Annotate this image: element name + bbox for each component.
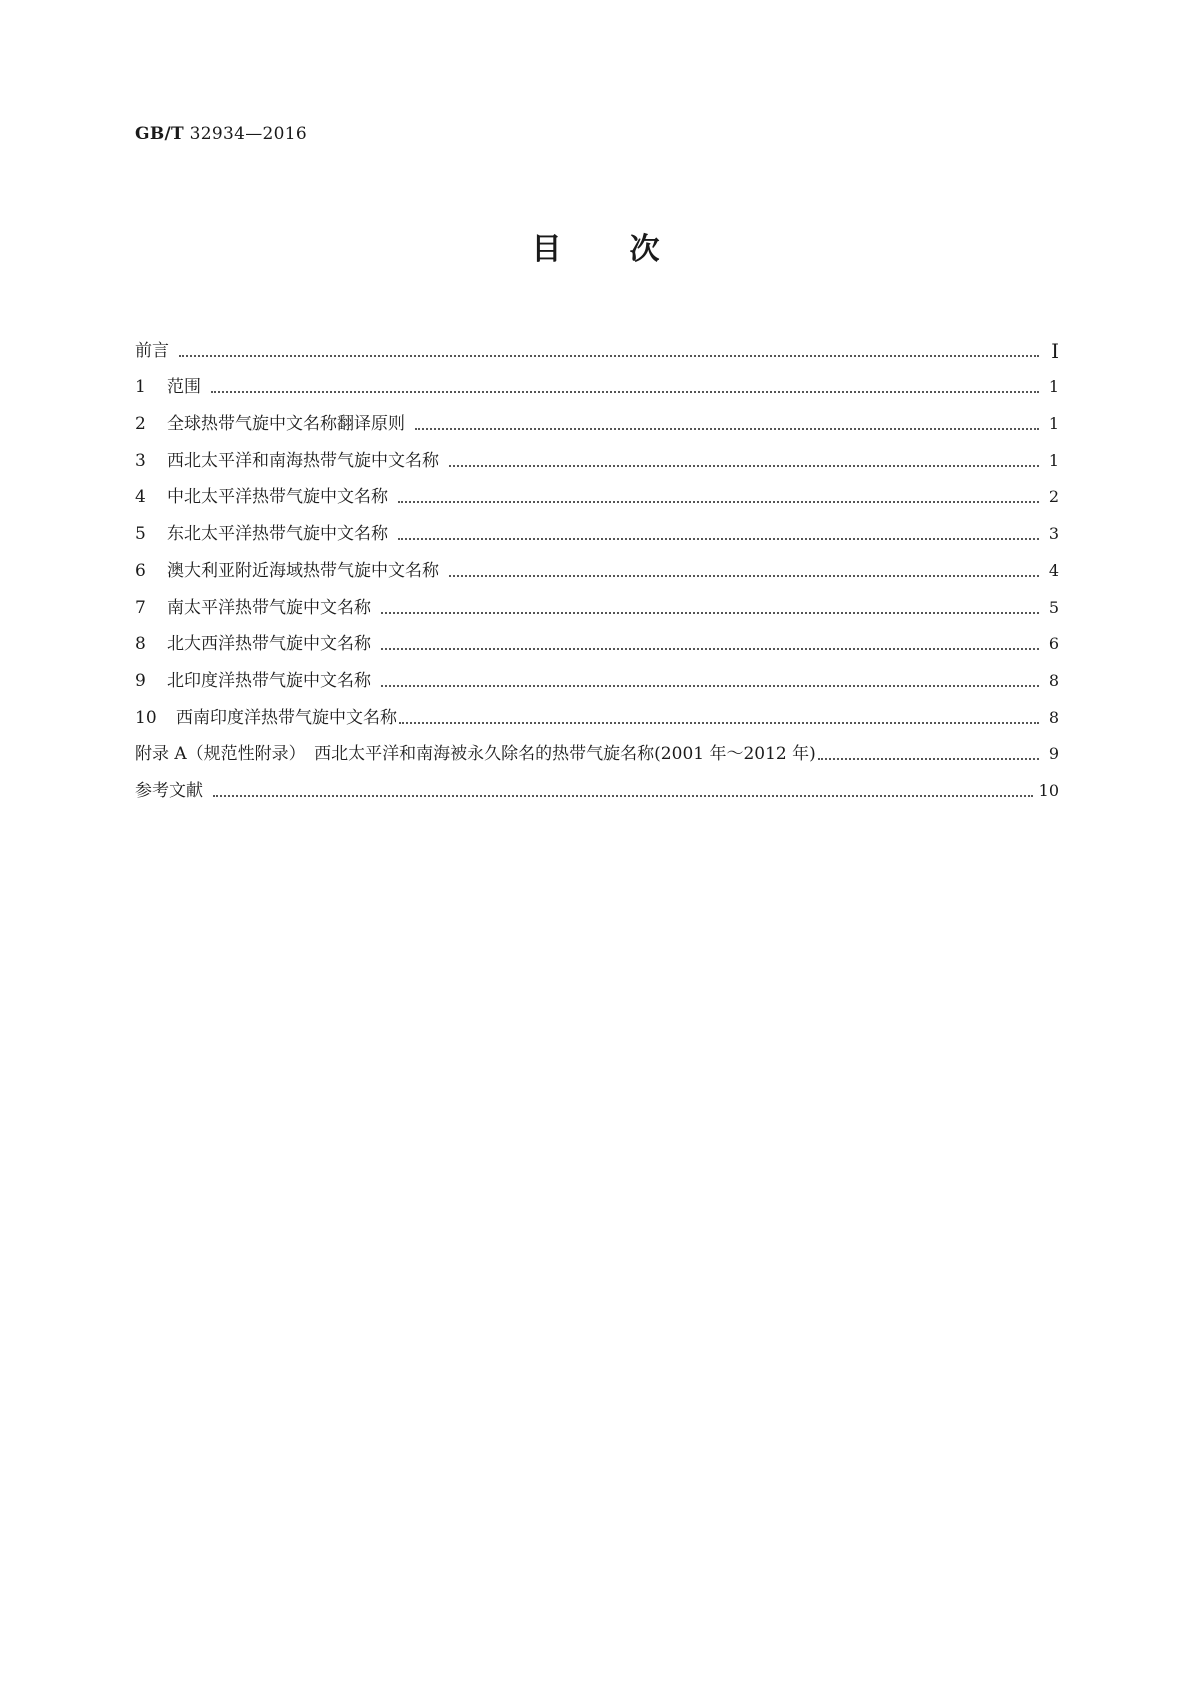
toc-entry-label: 中北太平洋热带气旋中文名称 (167, 487, 388, 508)
standard-number: 32934—2016 (189, 124, 308, 144)
toc-section-number: 2 (135, 414, 146, 435)
toc-entry-label: 参考文献 (135, 780, 203, 801)
dot-leader (213, 795, 1033, 797)
dot-leader (398, 501, 1039, 503)
dot-leader (381, 648, 1039, 650)
dot-leader (449, 575, 1039, 577)
toc-entry-7[interactable] (135, 581, 1059, 618)
toc-section-number: 4 (135, 487, 146, 508)
dot-leader (449, 465, 1039, 467)
toc-section-number: 9 (135, 670, 146, 691)
toc-section-number: 8 (135, 634, 146, 655)
dot-leader (415, 428, 1039, 430)
toc-section-number: 3 (135, 450, 146, 471)
toc-page-number: 1 (1048, 450, 1059, 470)
toc-section-number: 6 (135, 560, 146, 581)
toc-entry-label: 前言 (135, 340, 169, 361)
toc-entry-8[interactable] (135, 618, 1059, 655)
toc-page-number: 6 (1048, 634, 1059, 654)
toc-entry-label: 东北太平洋热带气旋中文名称 (167, 524, 388, 545)
toc-page-number: 9 (1048, 744, 1059, 764)
toc-page-number: 4 (1048, 560, 1059, 580)
toc-entry-4[interactable] (135, 471, 1059, 508)
toc-entry-10[interactable] (135, 691, 1059, 728)
toc-page-number: 8 (1048, 707, 1059, 727)
standard-code (135, 124, 307, 144)
toc-entry-label: 西南印度洋热带气旋中文名称 (176, 707, 397, 728)
toc-entry-foreword[interactable] (135, 324, 1059, 361)
toc-entry-1[interactable] (135, 361, 1059, 398)
toc-page-number: 3 (1048, 524, 1059, 544)
toc-section-number: 10 (135, 707, 157, 728)
toc-entry-2[interactable] (135, 397, 1059, 434)
toc-entry-6[interactable] (135, 544, 1059, 581)
toc-entry-annex-a[interactable] (135, 728, 1059, 765)
toc-section-number: 1 (135, 377, 146, 398)
toc-page-number: 1 (1048, 377, 1059, 397)
toc-entry-label: 澳大利亚附近海域热带气旋中文名称 (167, 560, 439, 581)
toc-title: 目次 (531, 232, 728, 267)
toc-page-number: Ⅰ (1051, 338, 1059, 363)
toc-entry-label: 西北太平洋和南海热带气旋中文名称 (167, 450, 439, 471)
toc-entry-label: 范围 (167, 377, 201, 398)
toc-entry-label: 北印度洋热带气旋中文名称 (167, 670, 371, 691)
table-of-contents (135, 324, 1059, 801)
standard-prefix: GB/T (135, 124, 184, 144)
toc-page-number: 1 (1048, 414, 1059, 434)
toc-entry-5[interactable] (135, 507, 1059, 544)
dot-leader (399, 722, 1039, 724)
dot-leader (818, 758, 1039, 760)
dot-leader (179, 355, 1039, 357)
dot-leader (398, 538, 1039, 540)
dot-leader (381, 612, 1039, 614)
toc-section-number: 7 (135, 597, 146, 618)
dot-leader (211, 391, 1039, 393)
toc-entry-label: 北大西洋热带气旋中文名称 (167, 634, 371, 655)
toc-entry-label: 全球热带气旋中文名称翻译原则 (167, 414, 405, 435)
toc-entry-3[interactable] (135, 434, 1059, 471)
toc-entry-9[interactable] (135, 654, 1059, 691)
toc-section-number: 5 (135, 524, 146, 545)
toc-entry-label: 南太平洋热带气旋中文名称 (167, 597, 371, 618)
toc-page-number: 10 (1038, 780, 1059, 800)
toc-page-number: 5 (1048, 597, 1059, 617)
toc-page-number: 8 (1048, 670, 1059, 690)
dot-leader (381, 685, 1039, 687)
toc-page-number: 2 (1048, 487, 1059, 507)
toc-entry-label: 附录 A（规范性附录） 西北太平洋和南海被永久除名的热带气旋名称(2001 年～2012 年) (135, 744, 816, 765)
toc-entry-bibliography[interactable] (135, 764, 1059, 801)
